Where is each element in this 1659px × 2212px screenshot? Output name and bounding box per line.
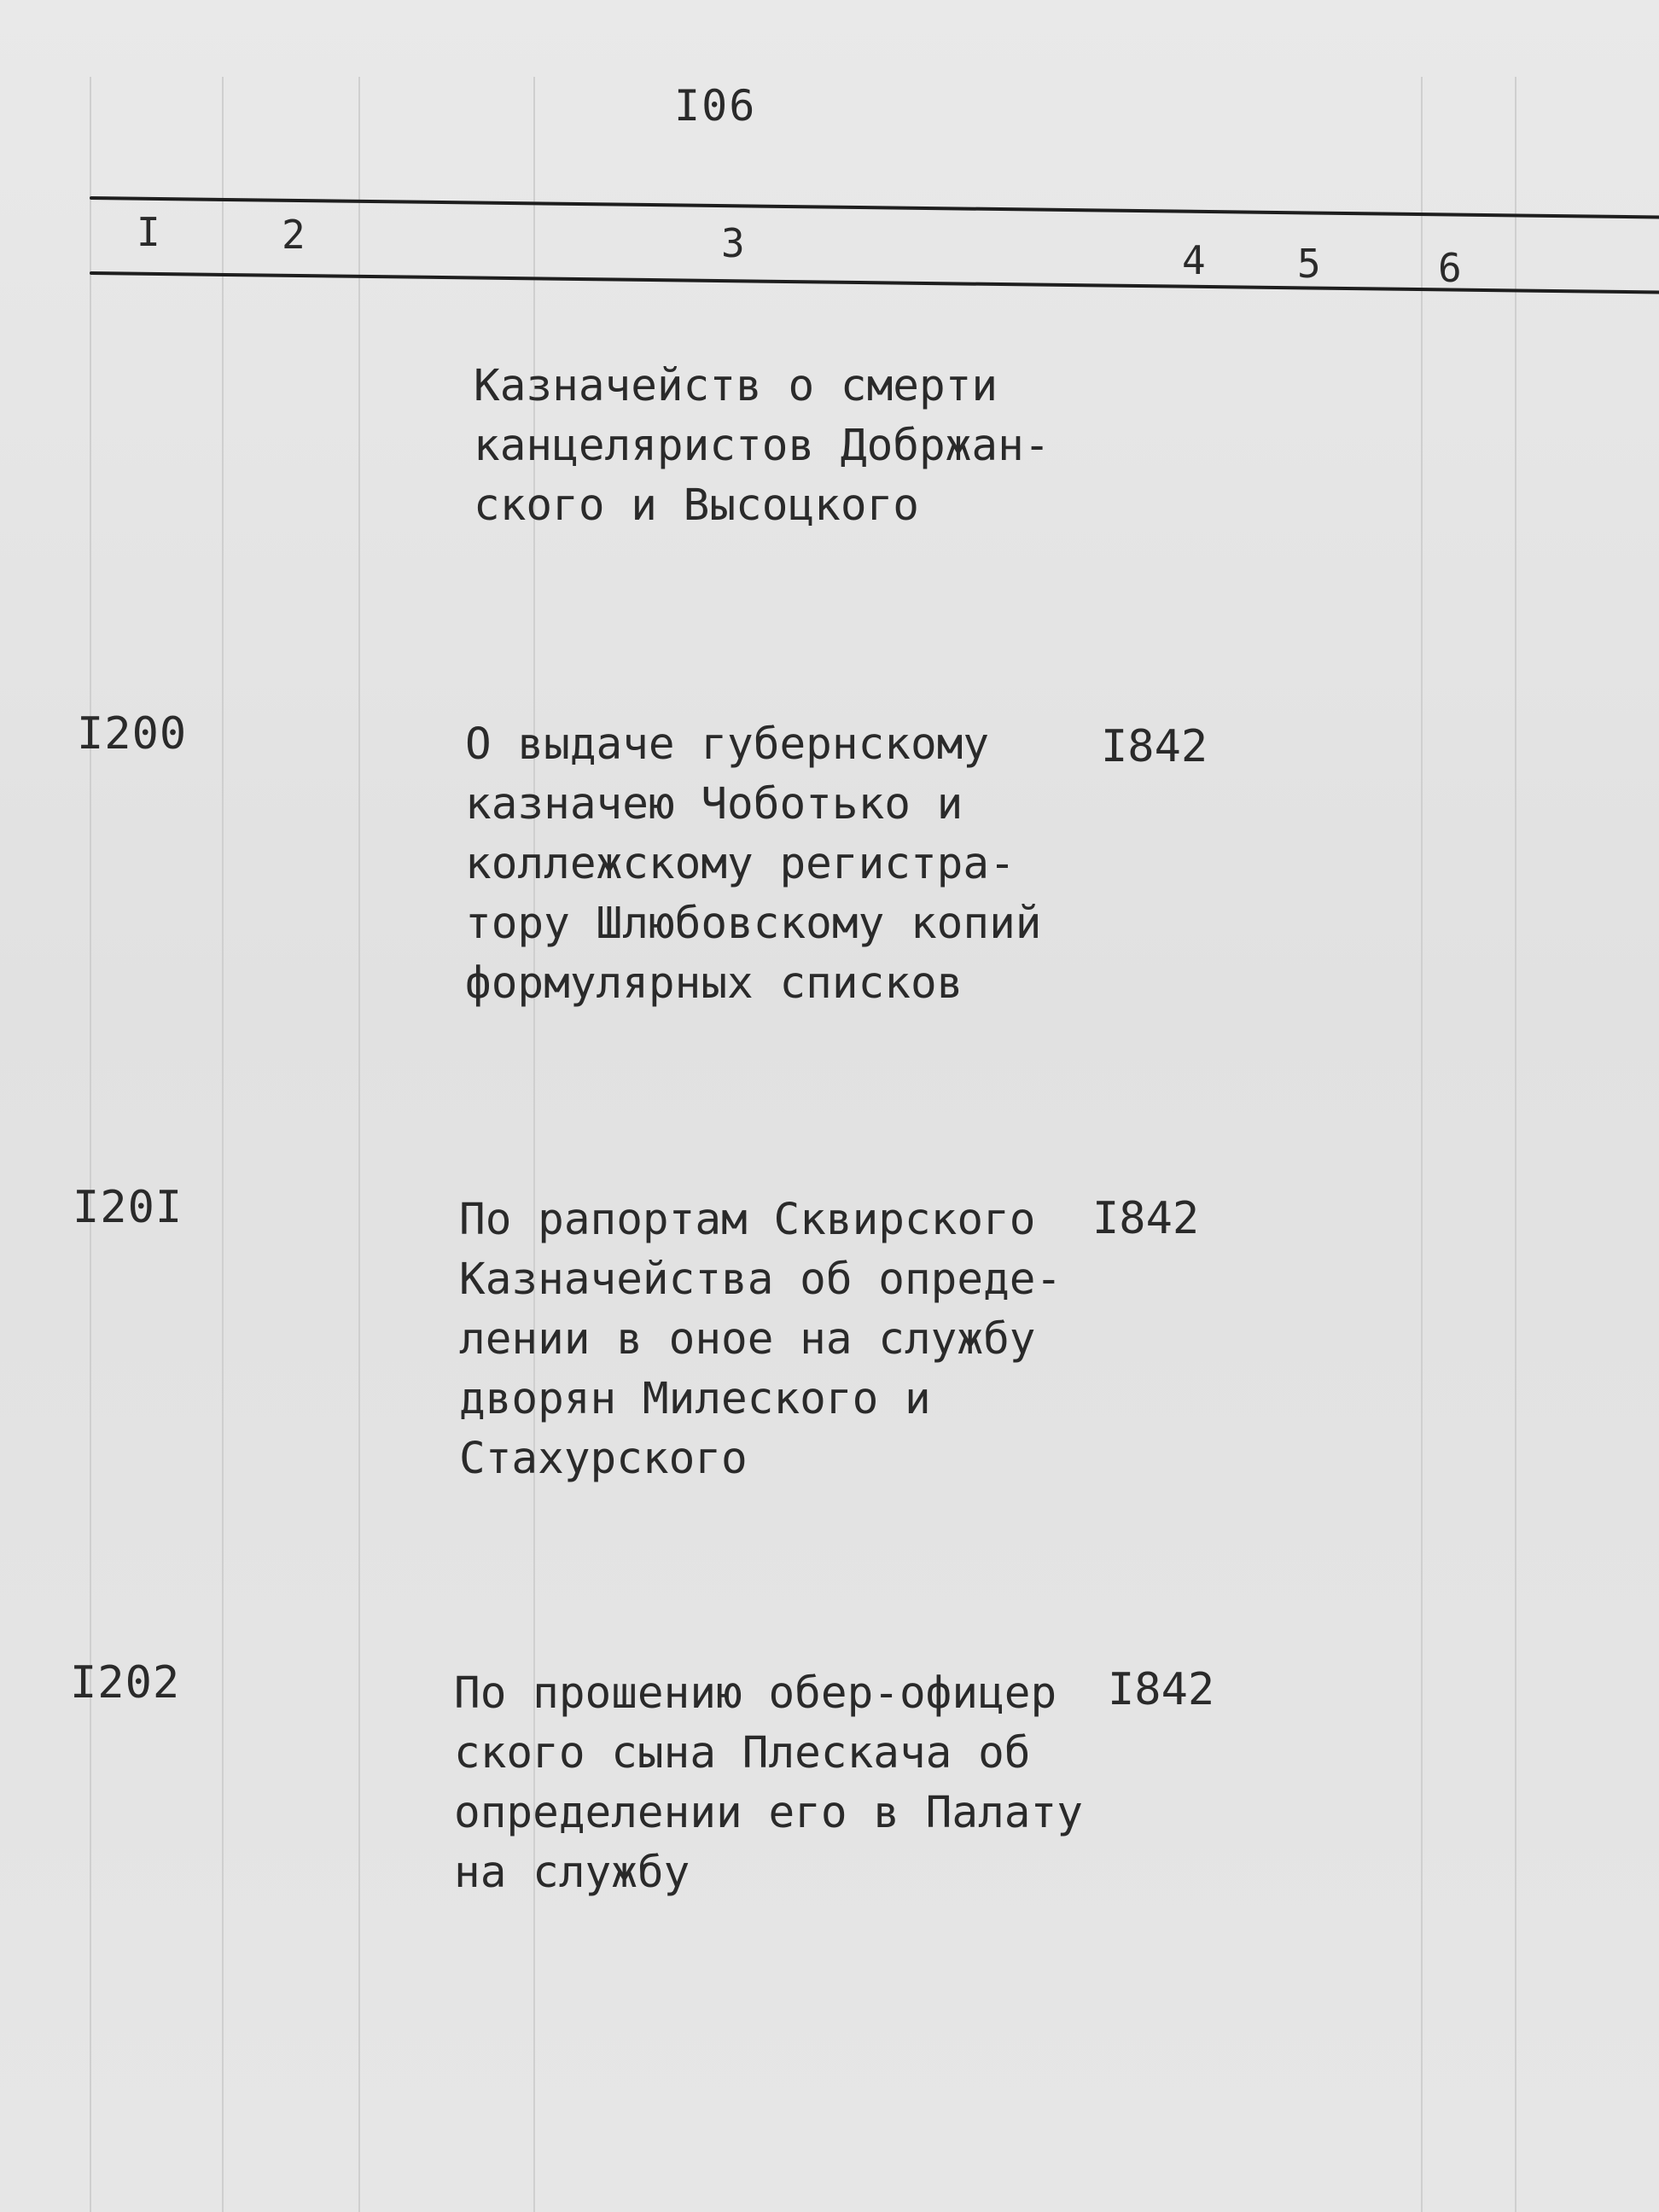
entry-year: I842 [1092, 1193, 1200, 1244]
entry-year: I842 [1101, 721, 1208, 772]
column-divider [1421, 77, 1423, 2212]
column-number-1: I [137, 209, 160, 255]
column-divider [358, 77, 360, 2212]
column-divider [1515, 77, 1516, 2212]
column-number-2: 2 [282, 212, 306, 258]
entry-number: I200 [77, 708, 188, 760]
column-divider [90, 77, 91, 2212]
column-divider [222, 77, 224, 2212]
column-number-3: 3 [721, 220, 745, 266]
entry-continuation-description: Казначейств о смерти канцеляристов Добржан- ского и Высоцкого [474, 361, 1051, 531]
entry-description: По рапортам Сквирского Казначейства об опреде- лении в оное на службу дворян Милеского и Стахурского [459, 1195, 1062, 1484]
entry-year: I842 [1108, 1664, 1215, 1715]
column-number-4: 4 [1182, 237, 1206, 283]
entry-description: По прошению обер-офицер ского сына Плескача об определении его в Палату на службу [454, 1668, 1083, 1898]
header-rule-top [90, 196, 1659, 219]
column-number-6: 6 [1438, 245, 1462, 291]
entry-number: I20I [73, 1182, 183, 1233]
page-number: I06 [674, 81, 757, 131]
entry-description: О выдаче губернскому казначею Чоботько и коллежскому регистра- тору Шлюбовскому копий формулярных списков [465, 719, 1042, 1009]
entry-number: I202 [70, 1657, 181, 1708]
column-number-5: 5 [1297, 241, 1321, 287]
header-rule-bottom [90, 271, 1659, 294]
